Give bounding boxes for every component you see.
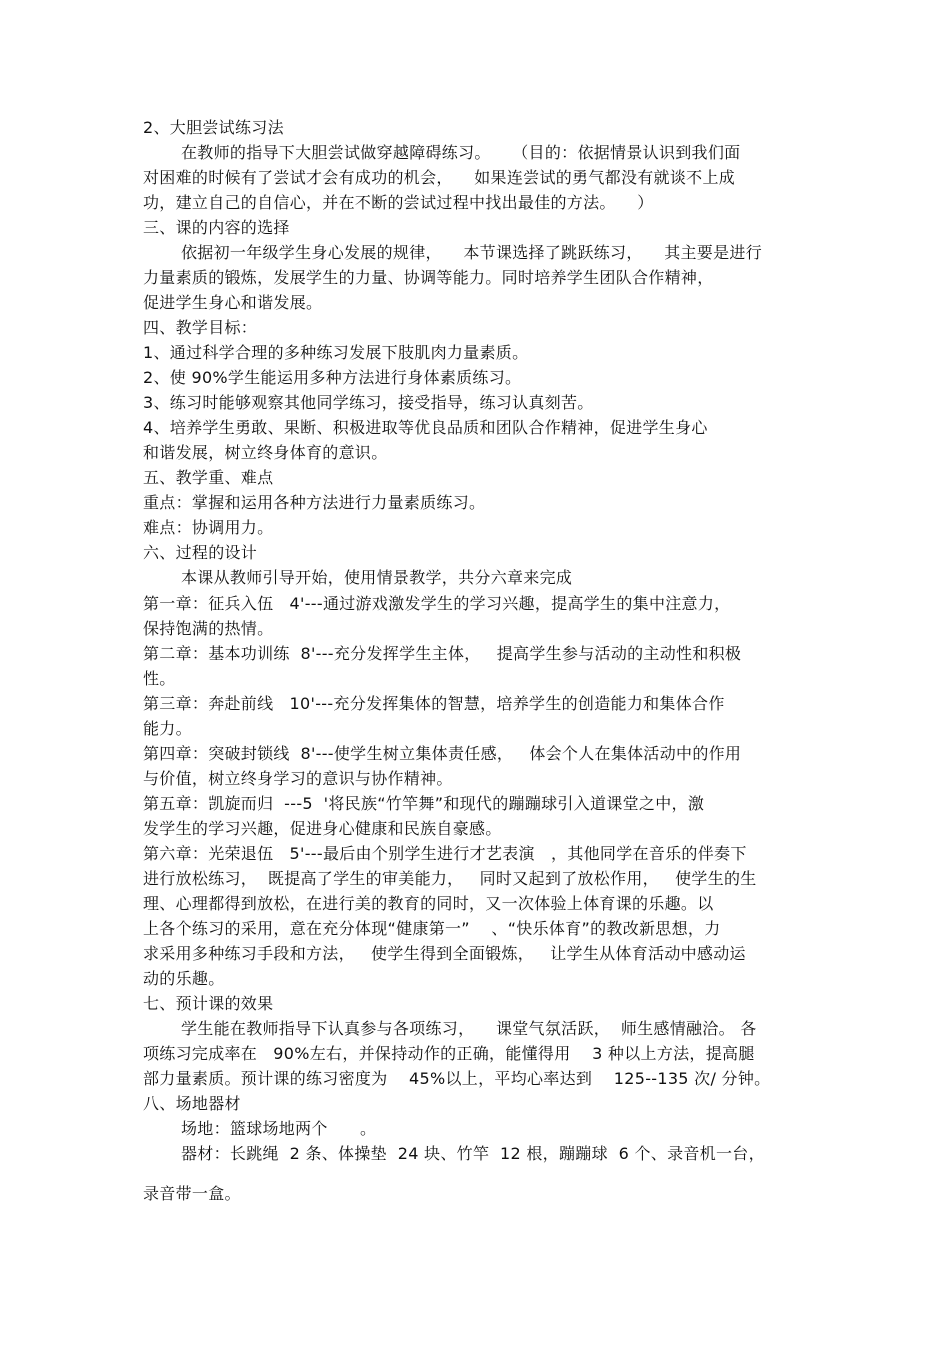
line-22: 第二章：基本功训练 8'---充分发挥学生主体， 提高学生参与活动的主动性和积极 (143, 644, 742, 663)
line-26: 第四章：突破封锁线 8'---使学生树立集体责任感， 体会个人在集体活动中的作用 (143, 744, 742, 763)
line-11: 2、使 90%学生能运用多种方法进行身体素质练习。 (143, 368, 522, 387)
line-17: 难点：协调用力。 (143, 518, 274, 537)
line-41: 场地：篮球场地两个 。 (181, 1119, 377, 1138)
line-2: 在教师的指导下大胆尝试做穿越障碍练习。 （目的：依据情景认识到我们面 (181, 143, 741, 162)
line-23: 性。 (143, 669, 176, 688)
line-13: 4、培养学生勇敢、果断、积极进取等优良品质和团队合作精神，促进学生身心 (143, 418, 708, 437)
line-12: 3、练习时能够观察其他同学练习，接受指导，练习认真刻苦。 (143, 393, 594, 412)
line-24: 第三章：奔赴前线 10'---充分发挥集体的智慧，培养学生的创造能力和集体合作 (143, 694, 725, 713)
line-39: 部力量素质。预计课的练习密度为 45%以上，平均心率达到 125--135 次/ 分钟。 (143, 1069, 771, 1088)
section-heading-4: 四、教学目标： (143, 318, 258, 337)
line-20: 第一章：征兵入伍 4'---通过游戏激发学生的学习兴趣，提高学生的集中注意力， (143, 594, 731, 613)
line-7: 力量素质的锻炼，发展学生的力量、协调等能力。同时培养学生团队合作精神， (143, 268, 714, 287)
line-16: 重点：掌握和运用各种方法进行力量素质练习。 (143, 493, 486, 512)
section-heading-6: 六、过程的设计 (143, 543, 258, 562)
line-38: 项练习完成率在 90%左右，并保持动作的正确，能懂得用 3 种以上方法，提高腿 (143, 1044, 755, 1063)
line-21: 保持饱满的热情。 (143, 619, 274, 638)
line-29: 发学生的学习兴趣，促进身心健康和民族自豪感。 (143, 819, 502, 838)
line-32: 理、心理都得到放松，在进行美的教育的同时，又一次体验上体育课的乐趣。以 (143, 894, 714, 913)
line-42: 器材：长跳绳 2 条、体操垫 24 块、竹竿 12 根，蹦蹦球 6 个、录音机一台， (181, 1144, 765, 1163)
line-35: 动的乐趣。 (143, 969, 225, 988)
line-33: 上各个练习的采用，意在充分体现“健康第一” 、“快乐体育”的教改新思想，力 (143, 919, 721, 938)
line-3: 对困难的时候有了尝试才会有成功的机会， 如果连尝试的勇气都没有就谈不上成 (143, 168, 736, 187)
line-19: 本课从教师引导开始，使用情景教学，共分六章来完成 (181, 568, 573, 587)
line-8: 促进学生身心和谐发展。 (143, 293, 323, 312)
line-6: 依据初一年级学生身心发展的规律， 本节课选择了跳跃练习， 其主要是进行 (181, 243, 762, 262)
section-heading-8: 八、场地器材 (143, 1094, 241, 1113)
line-14: 和谐发展，树立终身体育的意识。 (143, 443, 388, 462)
line-43: 录音带一盒。 (143, 1184, 241, 1203)
line-27: 与价值，树立终身学习的意识与协作精神。 (143, 769, 453, 788)
line-37: 学生能在教师指导下认真参与各项练习， 课堂气氛活跃， 师生感情融洽。 各 (181, 1019, 757, 1038)
section-heading-7: 七、预计课的效果 (143, 994, 274, 1013)
section-heading-5: 五、教学重、难点 (143, 468, 274, 487)
line-25: 能力。 (143, 719, 192, 738)
line-4: 功，建立自己的自信心，并在不断的尝试过程中找出最佳的方法。 ） (143, 193, 654, 212)
line-31: 进行放松练习， 既提高了学生的审美能力， 同时又起到了放松作用， 使学生的生 (143, 869, 757, 888)
line-10: 1、通过科学合理的多种练习发展下肢肌肉力量素质。 (143, 343, 529, 362)
line-28: 第五章：凯旋而归 ---5 '将民族“竹竿舞”和现代的蹦蹦球引入道课堂之中，激 (143, 794, 705, 813)
line-34: 求采用多种练习手段和方法， 使学生得到全面锻炼， 让学生从体育活动中感动运 (143, 944, 746, 963)
line-1: 2、大胆尝试练习法 (143, 118, 284, 137)
line-30: 第六章：光荣退伍 5'---最后由个别学生进行才艺表演 ，其他同学在音乐的伴奏下 (143, 844, 747, 863)
section-heading-3: 三、课的内容的选择 (143, 218, 290, 237)
